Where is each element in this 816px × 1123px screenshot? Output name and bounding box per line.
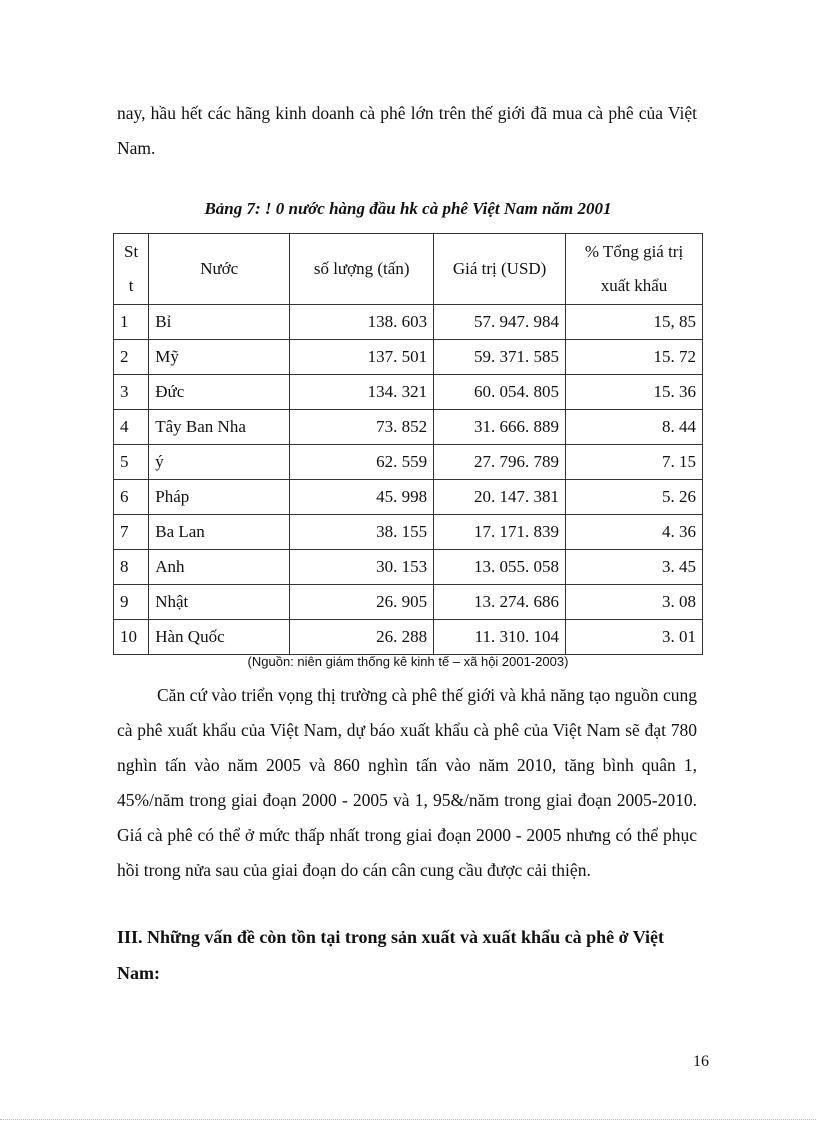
cell-country: Pháp xyxy=(149,480,290,515)
cell-country: Anh xyxy=(149,550,290,585)
cell-quantity: 73. 852 xyxy=(290,410,434,445)
cell-value: 20. 147. 381 xyxy=(434,480,566,515)
cell-stt: 1 xyxy=(114,305,149,340)
cell-stt: 9 xyxy=(114,585,149,620)
cell-stt: 2 xyxy=(114,340,149,375)
cell-stt: 4 xyxy=(114,410,149,445)
table-row xyxy=(114,585,703,620)
cell-value: 13. 055. 058 xyxy=(434,550,566,585)
cell-quantity: 26. 288 xyxy=(290,620,434,655)
table-header-row xyxy=(114,234,703,305)
table-caption: Bảng 7: ! 0 nước hàng đầu hk cà phê Việt Nam năm 2001 xyxy=(204,199,612,218)
table-row xyxy=(114,550,703,585)
cell-country: Bỉ xyxy=(149,305,290,340)
cell-share: 3. 01 xyxy=(566,620,703,655)
cell-country: Đức xyxy=(149,375,290,410)
cell-quantity: 137. 501 xyxy=(290,340,434,375)
page-number: 16 xyxy=(693,1053,709,1070)
cell-value: 57. 947. 984 xyxy=(434,305,566,340)
cell-quantity: 38. 155 xyxy=(290,515,434,550)
export-markets-table xyxy=(113,233,703,655)
cell-stt: 7 xyxy=(114,515,149,550)
cell-share: 15. 36 xyxy=(566,375,703,410)
cell-share: 4. 36 xyxy=(566,515,703,550)
header-value: Giá trị (USD) xyxy=(434,234,566,305)
cell-stt: 5 xyxy=(114,445,149,480)
cell-quantity: 62. 559 xyxy=(290,445,434,480)
page-bottom-divider xyxy=(0,1119,816,1120)
cell-share: 15. 72 xyxy=(566,340,703,375)
cell-share: 15, 85 xyxy=(566,305,703,340)
table-row xyxy=(114,375,703,410)
cell-value: 60. 054. 805 xyxy=(434,375,566,410)
cell-country: Tây Ban Nha xyxy=(149,410,290,445)
cell-value: 27. 796. 789 xyxy=(434,445,566,480)
table-row xyxy=(114,620,703,655)
cell-quantity: 26. 905 xyxy=(290,585,434,620)
cell-share: 5. 26 xyxy=(566,480,703,515)
cell-country: Hàn Quốc xyxy=(149,620,290,655)
cell-country: ý xyxy=(149,445,290,480)
cell-country: Nhật xyxy=(149,585,290,620)
table-row xyxy=(114,445,703,480)
cell-country: Mỹ xyxy=(149,340,290,375)
cell-quantity: 138. 603 xyxy=(290,305,434,340)
table-row xyxy=(114,515,703,550)
table-source-note: (Nguồn: niên giám thống kê kinh tế – xã hội 2001-2003) xyxy=(247,654,569,669)
cell-stt: 8 xyxy=(114,550,149,585)
cell-value: 59. 371. 585 xyxy=(434,340,566,375)
cell-value: 11. 310. 104 xyxy=(434,620,566,655)
table-row xyxy=(114,305,703,340)
cell-stt: 6 xyxy=(114,480,149,515)
cell-quantity: 134. 321 xyxy=(290,375,434,410)
cell-share: 3. 08 xyxy=(566,585,703,620)
cell-country: Ba Lan xyxy=(149,515,290,550)
header-country: Nước xyxy=(149,234,290,305)
header-stt: St t xyxy=(114,234,149,305)
cell-quantity: 30. 153 xyxy=(290,550,434,585)
cell-quantity: 45. 998 xyxy=(290,480,434,515)
table-row xyxy=(114,480,703,515)
section-heading: III. Những vấn đề còn tồn tại trong sản xuất và xuất khẩu cà phê ở Việt Nam: xyxy=(117,927,665,983)
table-row xyxy=(114,340,703,375)
main-paragraph: Căn cứ vào triển vọng thị trường cà phê thế giới và khả năng tạo nguồn cung cà phê xuất khẩu của Việt Nam, dự báo xuất khẩu cà phê của Việt Nam sẽ đạt 780 nghìn tấn vào năm 2005 và 860 nghìn tấn vào năm 2010, tăng bình quân 1, 45%/năm trong giai đoạn 2000 - 2005 và 1, 95&/năm trong giai đoạn 2005-2010. Giá cà phê có thể ở mức thấp nhất trong giai đoạn 2000 - 2005 nhưng có thể phục hồi trong nửa sau của giai đoạn do cán cân cung cầu được cải thiện. xyxy=(117,685,697,880)
header-quantity: số lượng (tấn) xyxy=(290,234,434,305)
cell-value: 13. 274. 686 xyxy=(434,585,566,620)
table-row xyxy=(114,410,703,445)
cell-share: 8. 44 xyxy=(566,410,703,445)
cell-value: 31. 666. 889 xyxy=(434,410,566,445)
cell-stt: 3 xyxy=(114,375,149,410)
cell-value: 17. 171. 839 xyxy=(434,515,566,550)
cell-share: 3. 45 xyxy=(566,550,703,585)
intro-paragraph: nay, hầu hết các hãng kinh doanh cà phê lớn trên thế giới đã mua cà phê của Việt Nam. xyxy=(117,103,697,158)
cell-share: 7. 15 xyxy=(566,445,703,480)
cell-stt: 10 xyxy=(114,620,149,655)
header-share: % Tổng giá trị xuất khẩu xyxy=(566,234,703,305)
